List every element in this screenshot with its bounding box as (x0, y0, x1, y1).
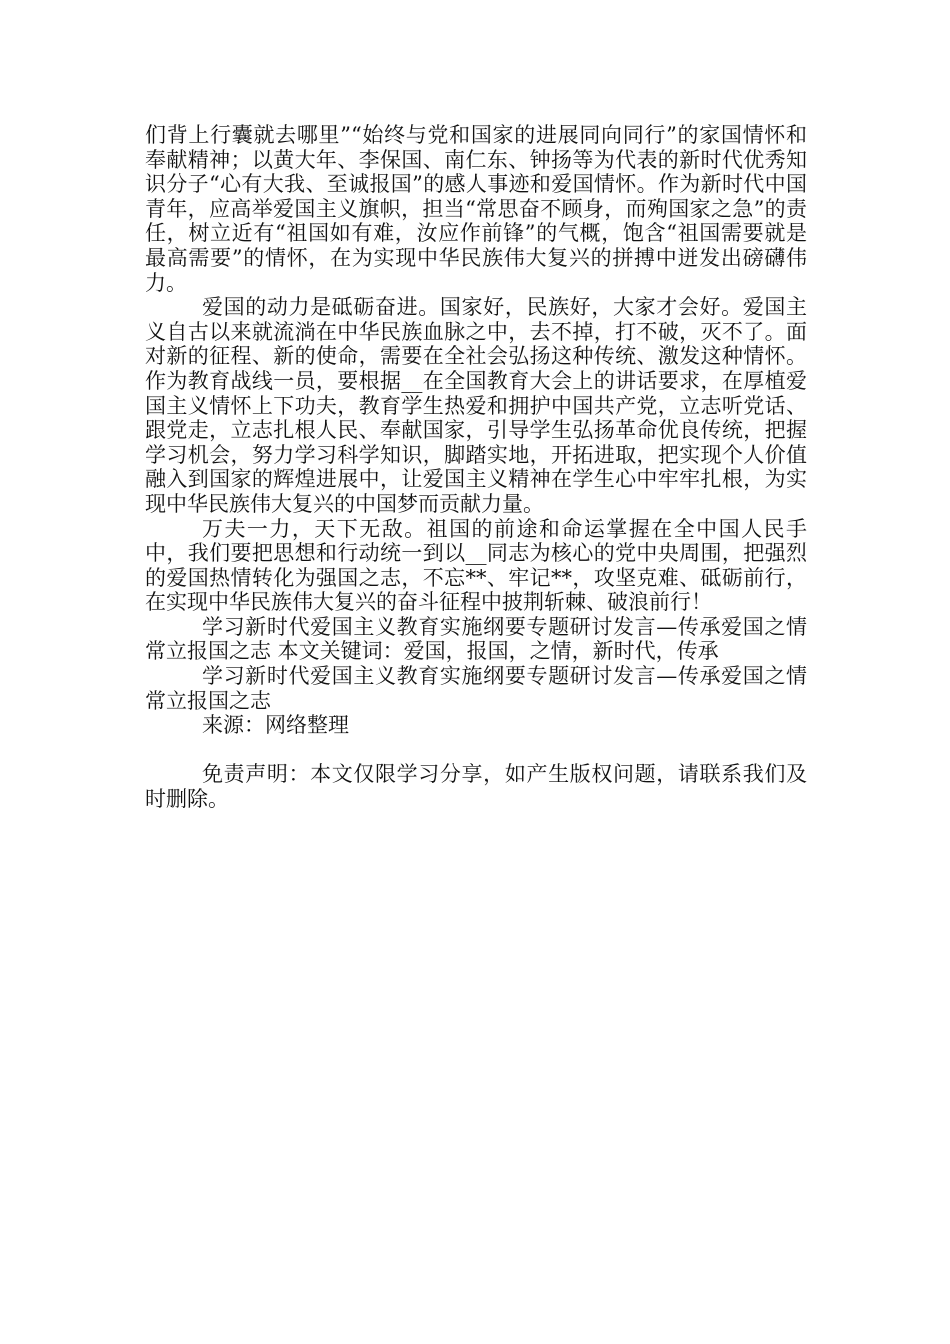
paragraph-3: 万夫一力，天下无敌。祖国的前途和命运掌握在全中国人民手中，我们要把思想和行动统一到以__同志为核心的党中央周围，把强烈的爱国热情转化为强国之志，不忘**、牢记**，攻坚克难、砥砺前行，在实现中华民族伟大复兴的奋斗征程中披荆斩棘、破浪前行！ (145, 516, 807, 615)
disclaimer: 免责声明：本文仅限学习分享，如产生版权问题，请联系我们及时删除。 (145, 762, 807, 812)
paragraph-2: 爱国的动力是砥砺奋进。国家好，民族好，大家才会好。爱国主义自古以来就流淌在中华民族血脉之中，去不掉，打不破，灭不了。面对新的征程、新的使命，需要在全社会弘扬这种传统、激发这种情怀。作为教育战线一员，要根据__在全国教育大会上的讲话要求，在厚植爱国主义情怀上下功夫，教育学生热爱和拥护中国共产党，立志听党话、跟党走，立志扎根人民、奉献国家，引导学生弘扬革命优良传统，把握学习机会，努力学习科学知识，脚踏实地，开拓进取，把实现个人价值融入到国家的辉煌进展中，让爱国主义精神在学生心中牢牢扎根，为实现中华民族伟大复兴的中国梦而贡献力量。 (145, 295, 807, 516)
blank-line (145, 738, 807, 763)
title-line: 学习新时代爱国主义教育实施纲要专题研讨发言—传承爱国之情常立报国之志 (145, 664, 807, 713)
paragraph-1: 们背上行囊就去哪里”“始终与党和国家的进展同向同行”的家国情怀和奉献精神；以黄大年、李保国、南仁东、钟扬等为代表的新时代优秀知识分子“心有大我、至诚报国”的感人事迹和爱国情怀。作为新时代中国青年，应高举爱国主义旗帜，担当“常思奋不顾身，而殉国家之急”的责任，树立近有“祖国如有难，汝应作前锋”的气概，饱含“祖国需要就是最高需要”的情怀，在为实现中华民族伟大复兴的拼搏中迸发出磅礴伟力。 (145, 123, 807, 295)
source-line: 来源：网络整理 (202, 713, 349, 738)
document-page (145, 123, 807, 812)
keywords-line: 学习新时代爱国主义教育实施纲要专题研讨发言—传承爱国之情常立报国之志 本文关键词：爱国，报国，之情，新时代，传承 (145, 614, 807, 664)
